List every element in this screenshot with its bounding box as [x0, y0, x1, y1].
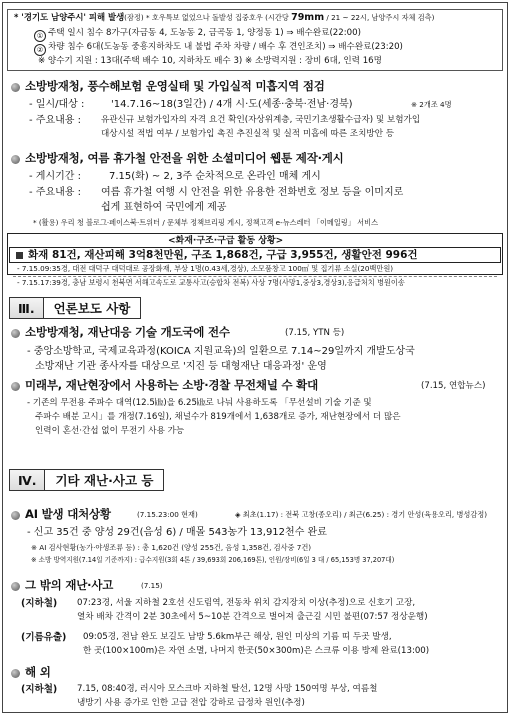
foreign-a1: 7.15, 08:40경, 러시아 모스크바 지하철 탈선, 12명 사망 150여명 부상, 여름철: [77, 684, 378, 694]
ai-line2: ※ AI 검사현황(농가·야생조류 등) : 총 1,620건 (양성 255건, 음성 1,358건, 검사중 7건): [31, 543, 312, 552]
s2-title: 소방방재청, 여름 휴가철 안전을 위한 소셜미디어 웹툰 제작·게시: [25, 151, 344, 165]
section-4-num: Ⅳ.: [10, 470, 45, 490]
s2-note: * (활용) 우리 청 블로그·페이스북·트위터 / 문체부 정책브리핑 게시, 정책고객 e-뉴스레터 「이메일링」 서비스: [33, 218, 379, 227]
ai-line3: ※ 소방 방역지원(7.14일 기준까지) : 급수지원(3회 4톤 / 39,693회 206,169톤), 인원/장비(6일 3 대 / 65,153명 37,207대): [31, 556, 395, 564]
other-b-tag: (기름유출): [21, 632, 67, 643]
ai-time: (7.15.23:00 현재): [137, 510, 198, 519]
circle-one-icon: ①: [34, 30, 46, 42]
bullet-icon: [11, 155, 20, 164]
other-a2: 열차 배차 간격이 2분 30초에서 5~10분 간격으로 벌어져 출근길 시민 불편(07:57 정상운행): [77, 612, 428, 622]
section-3-header: [9, 297, 141, 319]
fire-summary: 화재 81건, 재산피해 3억8천만원, 구조 1,868건, 구급 3,955건, 생활안전 996건: [28, 249, 418, 261]
section-4-title: 기타 재난·사고 등: [55, 473, 154, 488]
s2-r2-text: 여름 휴가철 여행 시 안전을 위한 유용한 전화번호 정보 등을 이미지로: [101, 187, 404, 198]
s2-r2-label: - 주요내용 :: [29, 187, 81, 198]
s1-r2-text2: 대상시설 적법 여부 / 보험가입 촉진 추진실적 및 실적 미흡에 따른 조치방안 등: [101, 129, 395, 139]
incident-item1: 주택 일시 침수 8가구(자금동 4, 도농동 2, 금곡동 1, 양정동 1) ⇒ 배수완료(22:00): [48, 28, 361, 38]
s1-r2-label: - 주요내용 :: [29, 115, 81, 126]
s1-r2-text: 유관신규 보험가입자의 자격 요건 확인(자상위계층, 국민기초생활수급자) 및 보험가입: [101, 115, 421, 125]
foreign-a-tag: (지하철): [21, 684, 58, 695]
other-date: (7.15): [141, 581, 163, 590]
ai-note: ◈ 최초(1.17) : 전북 고창(종오리) / 최근(6.25) : 경기 안성(육용오리, 병성감정): [235, 510, 488, 519]
report-page: [2, 2, 508, 713]
fire-event2: - 7.15.17:39경, 충남 보령시 천북면 서해고속도로 교통사고(승합차 전복) 사상 7명(사망1,중상3,경상3),응급처치 병원이송: [17, 278, 405, 287]
incident-desc: * 호우특보 없었으나 돌발성 집중호우 (시간당: [145, 13, 289, 22]
other-a1: 07:23경, 서울 지하철 2호선 신도림역, 전동차 위치 감지장치 이상(추정)으로 신호기 고장,: [77, 598, 416, 608]
section-4-header: [9, 469, 164, 491]
incident-item2: 차량 침수 6대(도농동 중흥지하차도 내 불법 주차 차량 / 배수 후 견인조치) ⇒ 배수완료(23:20): [48, 42, 403, 52]
incident-line1: [14, 13, 434, 24]
section-3-title: 언론보도 사항: [53, 301, 131, 316]
fire-heading: <화재·구조·구급 활동 상황>: [168, 236, 284, 246]
s1-title: 소방방재청, 풍수해보험 운영실태 및 가입실적 미흡지역 점검: [25, 79, 325, 93]
bullet-icon: [11, 669, 20, 678]
s1-r1-text: '14.7.16~18(3일간) / 4개 시·도(세종·충북·전남·경북): [111, 99, 353, 110]
other-title: 그 밖의 재난·사고: [25, 578, 114, 592]
s1-r1-note: ※ 2개조 4명: [411, 100, 452, 109]
s4-title: 미래부, 재난현장에서 사용하는 소방·경찰 무전채널 수 확대: [25, 378, 318, 392]
s4-text3: 인력이 혼선·간섭 없이 무전기 사용 가능: [35, 426, 185, 436]
bullet-icon: [11, 382, 20, 391]
s4-text2: 주파수 배분 고시」를 개정(7.16일), 채널수가 819개에서 1,638개로 증가, 재난현장에서 더 많은: [35, 412, 401, 422]
ai-line1: - 신고 35건 중 양성 29건(음성 6) / 매몰 543농가 13,912천수 완료: [27, 527, 327, 538]
section-3-num: Ⅲ.: [10, 298, 44, 318]
square-bullet-icon: [16, 252, 23, 259]
ai-title: AI 발생 대처상황: [25, 507, 111, 521]
divider: [13, 276, 497, 277]
s2-r2-text2: 쉽게 표현하여 국민에게 제공: [101, 202, 227, 213]
fire-event1: - 7.15.09:35경, 대전 대덕구 대덕대로 공장화재, 부상 1명(0.43세,경상), 소모품창고 100㎡ 및 집기류 소실(20백만원): [17, 264, 394, 273]
bullet-icon: [11, 511, 20, 520]
circle-two-icon: ②: [34, 44, 46, 56]
s3-title: 소방방재청, 재난대응 기술 개도국에 전수: [25, 325, 230, 339]
foreign-a2: 냉방기 사용 증가로 인한 고급 전압 강하로 급정차 원인(추정): [77, 698, 305, 708]
other-b1: 09:05경, 전남 완도 보길도 남방 5.6km부근 해상, 원인 미상의 기름 띠 두곳 발생,: [83, 632, 392, 642]
fire-summary-box: [9, 247, 501, 263]
s3-source: (7.15, YTN 등): [285, 328, 345, 338]
s3-text2: 소방재난 기관 종사자를 대상으로 '지진 등 대형재난 대응과정' 운영: [35, 361, 327, 372]
incident-item3: ※ 양수기 지원 : 13대(주택 배수 10, 지하차도 배수 3) ※ 소방력지원 : 장비 6대, 인력 16명: [38, 56, 382, 66]
s2-r1-text: 7.15(화) ~ 2, 3주 순차적으로 온라인 매체 게시: [109, 171, 321, 182]
incident-rain: 79mm: [291, 12, 325, 23]
other-b2: 한 곳(100×100m)은 자연 소멸, 나머지 한곳(50×300m)은 스크류 이용 방제 완료(13:00): [83, 646, 430, 656]
top-incident-box: [7, 9, 503, 71]
bullet-icon: [11, 582, 20, 591]
incident-lead: * '경기도 남양주시' 피해 발생: [14, 12, 125, 22]
bullet-icon: [11, 83, 20, 92]
s1-r1-label: - 일시/대상 :: [29, 99, 85, 110]
s4-text1: - 기존의 무전용 주파수 대역(12.5㎑)을 6.25㎑로 나눠 사용하도록 「무선설비 기술 기준 및: [27, 398, 372, 408]
s3-text1: - 중앙소방학교, 국제교육과정(KOICA 지원교육)의 일환으로 7.14~29일까지 개발도상국: [27, 346, 415, 357]
other-a-tag: (지하철): [21, 598, 58, 609]
incident-tail: / 21 ~ 22시, 남양주시 자체 검측): [326, 13, 435, 22]
foreign-title: 해 외: [25, 665, 51, 679]
incident-tag: (잠정): [124, 13, 144, 22]
s4-source: (7.15, 연합뉴스): [421, 381, 486, 391]
bullet-icon: [11, 329, 20, 338]
s2-r1-label: - 게시기간 :: [29, 171, 81, 182]
